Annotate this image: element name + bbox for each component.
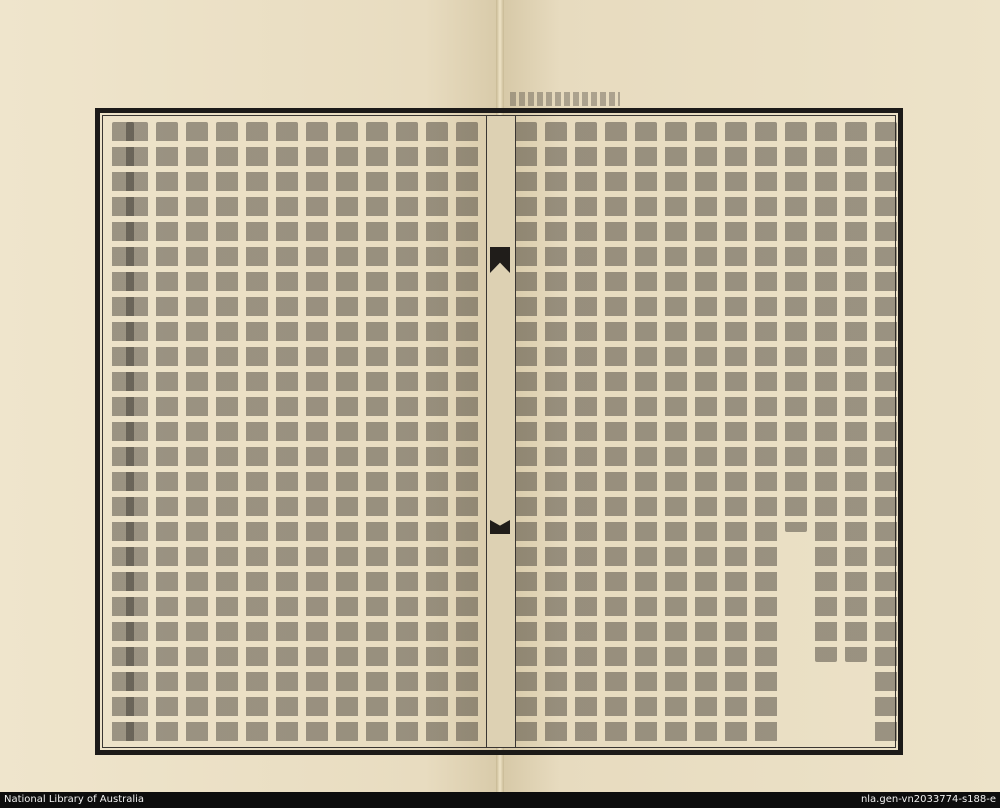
- library-name: National Library of Australia: [4, 794, 145, 805]
- text-column-right-10: [605, 122, 627, 742]
- text-column-left-7: [276, 122, 298, 742]
- faded-stamp-mark: [510, 92, 620, 106]
- text-column-right-5: [755, 122, 777, 742]
- text-column-right-9: [635, 122, 657, 742]
- text-column-right-12: [545, 122, 567, 742]
- text-column-right-2: [845, 122, 867, 662]
- text-column-right-3: [815, 122, 837, 662]
- text-column-left-10: [186, 122, 208, 742]
- text-column-left-11: [156, 122, 178, 742]
- text-column-right-7: [695, 122, 717, 742]
- text-column-left-2: [426, 122, 448, 742]
- text-column-left-9: [216, 122, 238, 742]
- text-column-left-6: [306, 122, 328, 742]
- text-column-right-11: [575, 122, 597, 742]
- text-column-right-13: [515, 122, 537, 742]
- text-column-right-4: [785, 122, 807, 532]
- text-column-right-1: [875, 122, 897, 742]
- text-column-left-8: [246, 122, 268, 742]
- text-column-left-13: [112, 122, 134, 742]
- text-column-left-5: [336, 122, 358, 742]
- text-column-right-6: [725, 122, 747, 742]
- attribution-footer: [0, 792, 1000, 808]
- text-column-left-1: [456, 122, 478, 742]
- item-identifier: nla.gen-vn2033774-s188-e: [860, 794, 996, 805]
- text-column-left-3: [396, 122, 418, 742]
- center-fold-band: [486, 116, 516, 747]
- text-column-right-8: [665, 122, 687, 742]
- text-column-left-4: [366, 122, 388, 742]
